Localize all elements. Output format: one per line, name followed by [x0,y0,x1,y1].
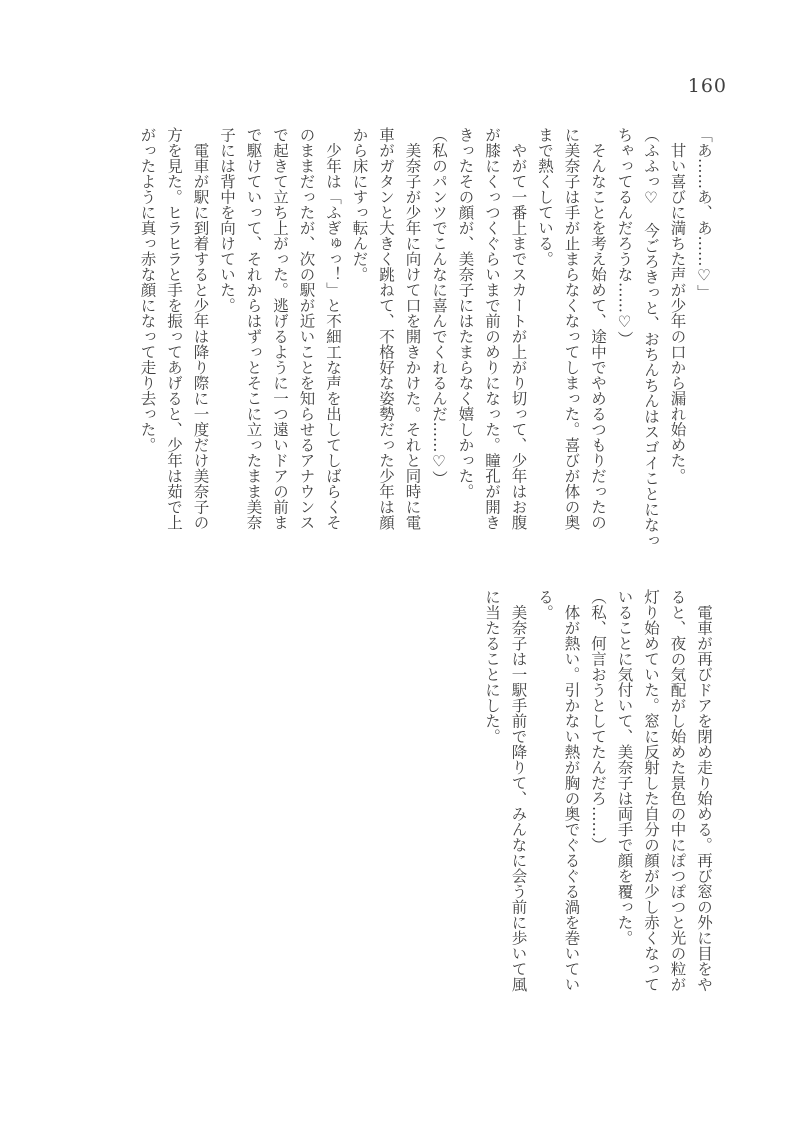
text-line: ちゃってるんだろうな……♡） [615,127,634,347]
text-line: いることに気付いて、美奈子は両手で顔を覆った。 [615,589,634,946]
text-line: る。 [536,589,554,620]
text-line: 電車が駅に到着すると少年は降り際に一度だけ美奈子の [191,127,210,530]
text-line: 甘い喜びに満ちた声が少年の口から漏れ始めた。 [668,127,687,484]
text-line: 電車が再びドアを閉め走り始める。再び窓の外に目をや [695,589,713,992]
text-line: に美奈子は手が止まらなくなってしまった。喜びが体の奥 [562,127,581,530]
text-line: （ふふっ♡ 今ごろきっと、おちんちんはスゴイことになっ [642,127,660,548]
text-line: が膝にくっつくぐらいまで前のめりになった。瞳孔が開き [483,127,501,530]
text-line: がったように真っ赤な顔になって走り去った。 [138,127,157,453]
text-line: （私、何言おうとしてたんだろ……） [589,589,607,853]
text-line: 方を見た。ヒラヒラと手を振ってあげると、少年は茹で上 [165,127,183,530]
text-line: きったその顔が、美奈子にはたまらなく嬉しかった。 [456,127,475,499]
text-line: まで熱くしている。 [536,127,554,267]
page-number: 160 [687,75,727,97]
text-line: 美奈子が少年に向けて口を開きかけた。それと同時に電 [403,127,422,530]
text-line: ると、夜の気配がし始めた景色の中にぽつぽつと光の粒が [668,589,687,992]
text-line: 「あ……あ、あ……♡」 [695,127,713,300]
text-block-lower [479,589,718,993]
text-line: から床にすっ転んだ。 [350,127,369,282]
text-line: （私のパンツでこんなに喜んでくれるんだ……♡） [430,127,448,486]
text-line: 少年は「ふぎゅっ！」と不細工な声を出してしばらくそ [324,127,342,530]
text-line: そんなことを考え始めて、途中でやめるつもりだったの [589,127,607,530]
text-line: 車がガタンと大きく跳ねて、不格好な姿勢だった少年は顔 [377,127,395,530]
text-line: 灯り始めていた。窓に反射した自分の顔が少し赤くなって [642,589,660,992]
text-line: 子には背中を向けていた。 [218,127,236,313]
text-line: やがて一番上までスカートが上がり切って、少年はお腹 [509,127,528,530]
text-line: 体が熱い。引かない熱が胸の奥でぐるぐる渦を巻いてい [562,589,581,992]
text-block-upper [134,127,717,548]
text-line: に当たることにした。 [483,589,501,744]
text-line: のままだったが、次の駅が近いことを知らせるアナウンス [297,127,316,530]
text-line: 美奈子は一駅手前で降りて、みんなに会う前に歩いて風 [509,589,528,992]
text-line: で駆けていって、それからはずっとそこに立ったまま美奈 [244,127,263,530]
text-line: で起きて立ち上がった。逃げるように一つ遠いドアの前ま [271,127,289,530]
